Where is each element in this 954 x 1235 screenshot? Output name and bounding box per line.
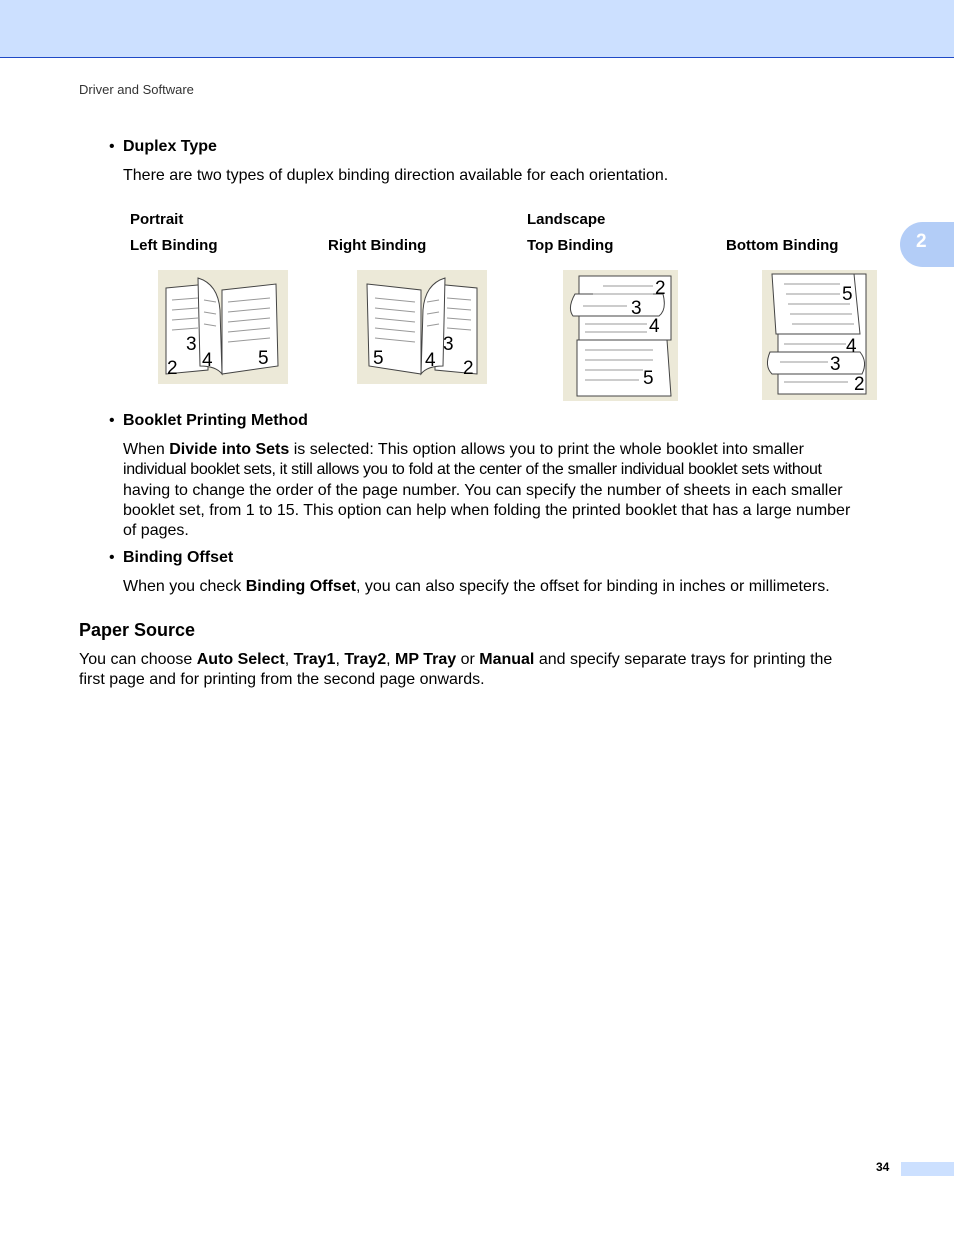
binding-offset-heading: Binding Offset: [123, 549, 234, 566]
page-number: 34: [876, 1160, 890, 1174]
chapter-tab: [900, 222, 954, 267]
page-number-label: 5: [258, 348, 269, 369]
bottom-binding-label: Bottom Binding: [726, 237, 839, 254]
top-binding-diagram: [563, 270, 678, 401]
emphasis: Tray2: [344, 651, 387, 668]
landscape-label: Landscape: [527, 211, 606, 228]
page-number-label: 3: [830, 354, 841, 375]
page-number-label: 2: [167, 358, 178, 379]
text-line: You can choose Auto Select, Tray1, Tray2, MP Tray or Manual and specify separate trays for printing the: [79, 651, 833, 668]
right-binding-diagram: [357, 270, 487, 384]
booklet-method-heading: Booklet Printing Method: [123, 412, 308, 429]
page-number-label: 5: [842, 284, 853, 305]
page-number-label: 3: [631, 298, 642, 319]
page-number-label: 5: [373, 348, 384, 369]
emphasis: Manual: [479, 651, 535, 668]
booklet-method-description: [123, 440, 893, 541]
bullet-dot: •: [109, 412, 115, 429]
duplex-type-item: [109, 138, 217, 156]
text-line: of pages.: [123, 522, 189, 540]
text-line: first page and for printing from the second page onwards.: [79, 671, 485, 689]
text-line: booklet set, from 1 to 15. This option can help when folding the printed booklet that has a large number: [123, 501, 851, 519]
paper-source-description: [79, 650, 894, 691]
left-binding-label: Left Binding: [130, 237, 218, 254]
page-number-label: 4: [202, 350, 213, 371]
emphasis: Tray1: [293, 651, 336, 668]
portrait-label: Portrait: [130, 211, 184, 228]
bullet-dot: •: [109, 549, 115, 566]
binding-offset-item: [109, 549, 234, 567]
text-line: individual booklet sets, it still allows you to fold at the center of the smaller individual booklet sets without: [123, 461, 822, 479]
page-number-label: 3: [186, 334, 197, 355]
page-number-label: 2: [655, 278, 666, 299]
duplex-type-description: There are two types of duplex binding direction available for each orientation.: [123, 167, 669, 184]
page-number-label: 4: [649, 316, 660, 337]
emphasis: Binding Offset: [245, 578, 356, 595]
emphasis: Divide into Sets: [169, 441, 290, 458]
running-head: Driver and Software: [79, 82, 194, 97]
paper-source-heading: Paper Source: [79, 620, 196, 640]
page-number-label: 5: [643, 368, 654, 389]
header-band: [0, 0, 954, 58]
right-binding-label: Right Binding: [328, 237, 427, 254]
bullet-dot: •: [109, 138, 115, 155]
emphasis: Auto Select: [196, 651, 285, 668]
left-binding-diagram: [158, 270, 288, 384]
emphasis: MP Tray: [395, 651, 457, 668]
text-line: When Divide into Sets is selected: This option allows you to print the whole booklet into smaller: [123, 441, 804, 458]
text-line: having to change the order of the page number. You can specify the number of sheets in each smaller: [123, 481, 843, 499]
bottom-binding-diagram: [762, 270, 877, 400]
page-number-label: 2: [854, 374, 865, 395]
booklet-method-item: [109, 412, 308, 430]
top-binding-label: Top Binding: [527, 237, 614, 254]
page-number-label: 4: [425, 350, 436, 371]
page-number-label: 3: [443, 334, 454, 355]
page-number-label: 2: [463, 358, 474, 379]
chapter-number: 2: [916, 231, 927, 252]
duplex-type-heading: Duplex Type: [123, 138, 217, 155]
binding-offset-description: When you check Binding Offset, you can also specify the offset for binding in inches or millimeters.: [123, 578, 830, 595]
page-number-label: 4: [846, 336, 857, 357]
footer-bar: [901, 1162, 954, 1176]
